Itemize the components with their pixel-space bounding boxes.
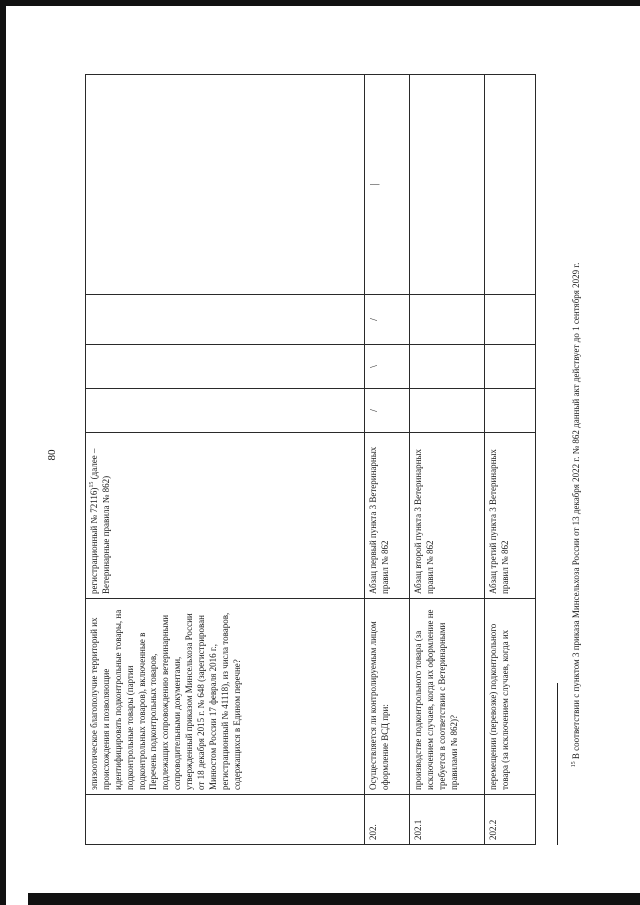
footnote-text: В соответствии с пунктом 3 приказа Минсельхоза России от 13 декабря 2022 г. № 862 данный акт действует до 1 сентября 2029 г. [571,262,581,762]
cell-yes [485,389,536,433]
cell-no [410,345,485,389]
checklist-table [85,74,536,845]
cell-question: производстве подконтрольного товара (за исключением случаев, когда их оформление не требуется в соответствии с Ветеринарными правилами № 862)? [410,599,485,795]
cell-yes [86,389,365,433]
scan-border-top [0,0,640,6]
reference-main: регистрационный № 72116) [89,487,99,594]
cell-no [485,345,536,389]
cell-note [485,75,536,295]
table-row [410,75,485,845]
cell-number: 202.2 [485,795,536,845]
page-number: 80 [46,449,58,461]
cell-yes [410,389,485,433]
cell-no: \ [365,345,410,389]
cell-na: / [365,295,410,345]
table-row [485,75,536,845]
footnote-divider [557,683,558,845]
cell-reference [86,433,365,599]
scan-border-bottom [28,893,640,905]
cell-no [86,345,365,389]
footnote-marker: 15 [89,481,95,488]
cell-question: перемещении (перевозке) подконтрольного товара (за исключением случаев, когда их [485,599,536,795]
cell-number [86,795,365,845]
cell-na [86,295,365,345]
cell-reference: Абзац второй пункта 3 Ветеринарных правил № 862 [410,433,485,599]
table-row-continuation [86,75,365,845]
cell-question: Осуществляется ли контролируемым лицом оформление ВСД при: [365,599,410,795]
footnote-number: 15 [571,761,577,768]
scan-border-left [0,0,6,905]
table-row [365,75,410,845]
cell-question: эпизоотическое благополучие территорий их происхождения и позволяющие идентифицировать подконтрольные товары, на подконтрольные товары (партии подконтрольных товаров), включенные в Перечень подконтрольных товаров, подлежащих сопровождению ветеринарными сопроводительными документами, утвержденный приказом Минсельхоза России от 18 декабря 2015 г. № 648 (зарегистрирован Минюстом России 17 февраля 2016 г., регистрационный № 41118), из числа товаров, содержащихся в Едином перечне? [86,599,365,795]
cell-na [485,295,536,345]
cell-reference: Абзац третий пункта 3 Ветеринарных правил № 862 [485,433,536,599]
cell-number: 202. [365,795,410,845]
rotated-page-content [85,75,555,845]
cell-yes: / [365,389,410,433]
cell-number: 202.1 [410,795,485,845]
cell-note [86,75,365,295]
cell-na [410,295,485,345]
footnote [571,263,581,768]
cell-reference: Абзац первый пункта 3 Ветеринарных правил № 862 [365,433,410,599]
cell-note: | [365,75,410,295]
cell-note [410,75,485,295]
reference-tail: (далее – Ветеринарные правила № 862) [89,448,111,594]
